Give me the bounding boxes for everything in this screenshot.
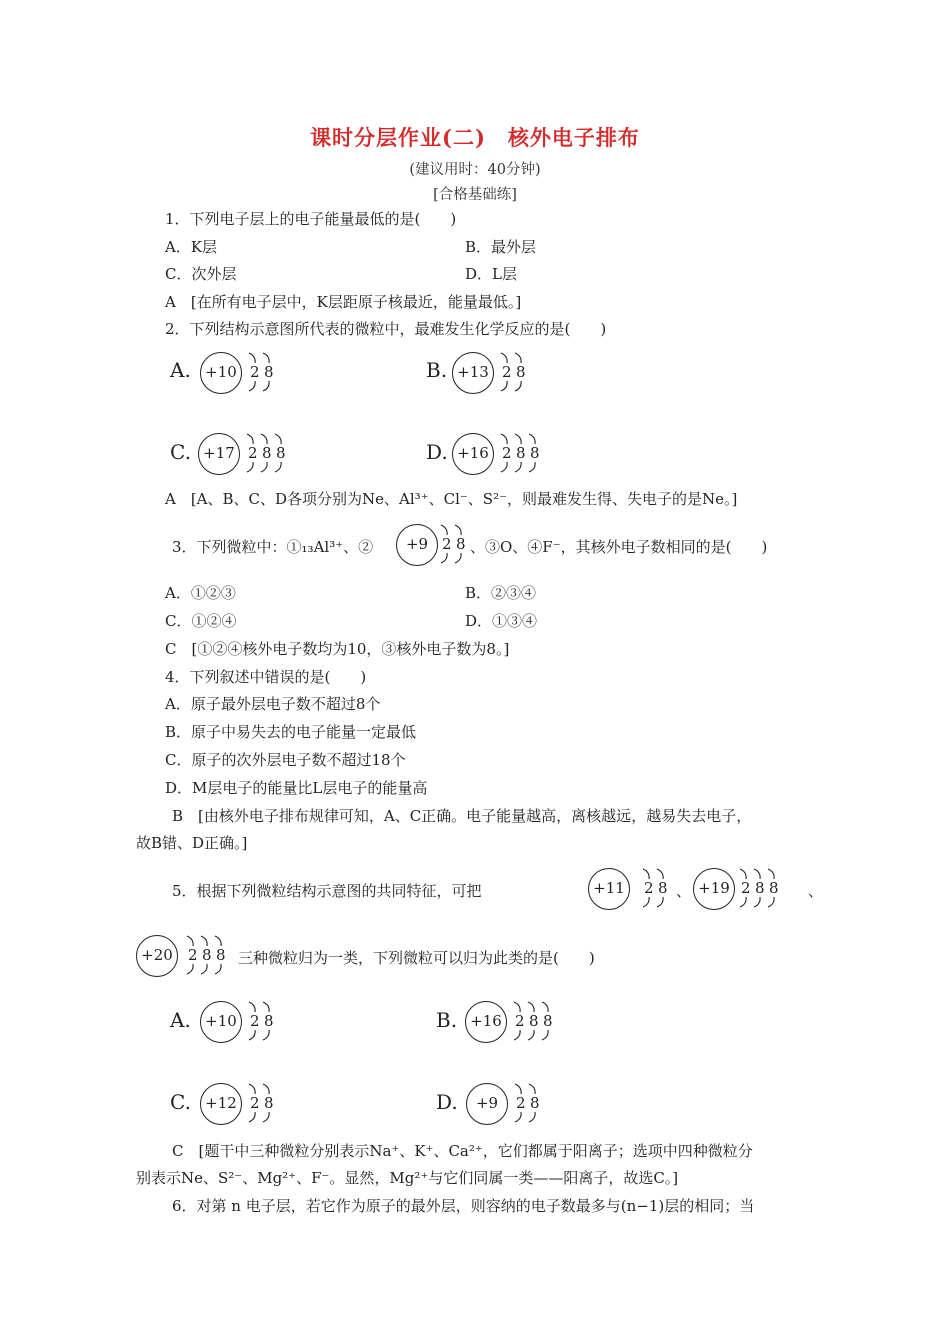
q1-option-a: A．K层	[165, 238, 218, 256]
electron-shell-arc	[540, 1000, 554, 1042]
electron-shell-arc	[752, 867, 766, 909]
electron-shell-arc	[512, 1000, 526, 1042]
electron-shell-arc	[199, 934, 213, 976]
q2-option-a-letter: A.	[170, 358, 191, 382]
q5-answer-line1: C [题干中三种微粒分别表示Na⁺、K⁺、Ca²⁺，它们都属于阳离子；选项中四种微粒分	[172, 1142, 753, 1160]
q4-stem: 4．下列叙述中错误的是( )	[165, 668, 367, 686]
q1-option-d: D．L层	[465, 265, 517, 283]
q1-answer: A [在所有电子层中，K层距原子核最近，能量最低。]	[165, 293, 522, 311]
electron-shell-arc	[261, 1000, 275, 1042]
q4-option-d: D．M层电子的能量比L层电子的能量高	[165, 779, 428, 797]
q5-stem-separator-2: 、	[808, 882, 824, 900]
electron-shell-arc	[526, 1000, 540, 1042]
q5-option-b-letter: B.	[436, 1008, 458, 1032]
q3-option-c: C．①②④	[165, 612, 237, 630]
q5-option-d-letter: D.	[436, 1090, 458, 1114]
q2-answer: A [A、B、C、D各项分别为Ne、Al³⁺、Cl⁻、S²⁻，则最难发生得、失电子的是Ne。]	[165, 490, 738, 508]
electron-shell-arc	[766, 867, 780, 909]
electron-shell-arc	[453, 523, 467, 565]
electron-shell-arc	[499, 432, 513, 474]
electron-shell-arc	[261, 351, 275, 393]
q3-option-a: A．①②③	[165, 584, 236, 602]
q4-answer-line2: 故B错、D正确。]	[136, 834, 248, 852]
electron-shell-arc	[641, 867, 655, 909]
q3-stem-post: 、③O、④F⁻，其核外电子数相同的是( )	[470, 538, 768, 556]
electron-shell-arc	[527, 432, 541, 474]
time-hint: (建议用时：40分钟)	[409, 162, 541, 178]
q4-option-b: B．原子中易失去的电子能量一定最低	[165, 723, 417, 741]
electron-shell-arc	[185, 934, 199, 976]
electron-shell-arc	[738, 867, 752, 909]
q3-option-b: B．②③④	[465, 584, 537, 602]
q1-option-b: B．最外层	[465, 238, 537, 256]
q3-answer: C [①②④核外电子数均为10，③核外电子数为8。]	[165, 640, 510, 658]
electron-shell-arc	[247, 1000, 261, 1042]
electron-shell-arc	[513, 1082, 527, 1124]
section-heading: [合格基础练]	[433, 187, 517, 203]
electron-shell-arc	[259, 432, 273, 474]
q5-option-a-letter: A.	[170, 1008, 191, 1032]
q2-option-b-letter: B.	[426, 358, 448, 382]
electron-shell-arc	[499, 351, 513, 393]
electron-shell-arc	[655, 867, 669, 909]
electron-shell-arc	[213, 934, 227, 976]
q3-stem-pre: 3．下列微粒中：①₁₃Al³⁺、②	[172, 538, 374, 556]
q2-option-d-letter: D.	[426, 440, 448, 464]
q4-answer-line1: B [由核外电子排布规律可知，A、C正确。电子能量越高，离核越远，越易失去电子，	[172, 807, 752, 825]
q2-stem: 2．下列结构示意图所代表的微粒中，最难发生化学反应的是( )	[165, 320, 607, 338]
q5-option-c-letter: C.	[170, 1090, 191, 1114]
q1-stem: 1．下列电子层上的电子能量最低的是( )	[165, 210, 457, 228]
q4-option-c: C．原子的次外层电子数不超过18个	[165, 751, 406, 769]
q1-option-c: C．次外层	[165, 265, 237, 283]
electron-shell-arc	[439, 523, 453, 565]
electron-shell-arc	[247, 1082, 261, 1124]
electron-shell-arc	[261, 1082, 275, 1124]
electron-shell-arc	[513, 432, 527, 474]
q4-option-a: A．原子最外层电子数不超过8个	[165, 695, 381, 713]
electron-shell-arc	[273, 432, 287, 474]
q5-answer-line2: 别表示Ne、S²⁻、Mg²⁺、F⁻。显然，Mg²⁺与它们同属一类——阳离子，故选C。]	[136, 1169, 679, 1187]
q3-option-d: D．①③④	[465, 612, 538, 630]
q6-stem: 6．对第 n 电子层，若它作为原子的最外层，则容纳的电子数最多与(n−1)层的相同；当	[172, 1197, 755, 1215]
q5-stem-post: 三种微粒归为一类，下列微粒可以归为此类的是( )	[238, 949, 595, 967]
electron-shell-arc	[245, 432, 259, 474]
electron-shell-arc	[247, 351, 261, 393]
q5-stem-separator-1: 、	[676, 882, 692, 900]
q5-stem-pre: 5．根据下列微粒结构示意图的共同特征，可把	[172, 882, 482, 900]
q2-option-c-letter: C.	[170, 440, 191, 464]
page-title: 课时分层作业(二) 核外电子排布	[310, 125, 640, 150]
electron-shell-arc	[513, 351, 527, 393]
electron-shell-arc	[527, 1082, 541, 1124]
